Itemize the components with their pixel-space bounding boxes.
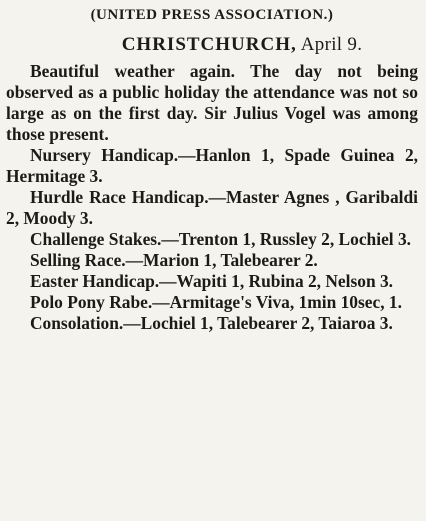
race-result-easter-handicap: Easter Handicap.—Wapiti 1, Rubina 2, Nelson 3. xyxy=(30,271,394,291)
dateline xyxy=(66,32,418,58)
race-result-selling-race: Selling Race.—Marion 1, Talebearer 2. xyxy=(30,250,318,270)
dateline-date: April 9. xyxy=(300,34,363,55)
race-result-challenge-stakes: Challenge Stakes.—Trenton 1, Russley 2, Lochiel 3. xyxy=(30,229,412,249)
race-result-hurdle-race-handicap: Hurdle Race Handicap.—Master Agnes , Garibaldi 2, Moody 3. xyxy=(6,187,418,228)
race-result-polo-pony-race: Polo Pony Rabe.—Armitage's Viva, 1min 10sec, 1. xyxy=(30,292,402,312)
agency-credit: (UNITED PRESS ASSOCIATION.) xyxy=(90,7,334,23)
race-result-nursery-handicap: Nursery Handicap.—Hanlon 1, Spade Guinea 2, Hermitage 3. xyxy=(6,145,418,186)
race-result-consolation: Consolation.—Lochiel 1, Talebearer 2, Taiaroa 3. xyxy=(30,313,393,333)
intro-paragraph: Beautiful weather again. The day not being observed as a public holiday the attendance was not so large as on the first day. Sir Julius Vogel was among those present. xyxy=(6,61,418,144)
dateline-city: CHRISTCHURCH, xyxy=(121,34,297,55)
